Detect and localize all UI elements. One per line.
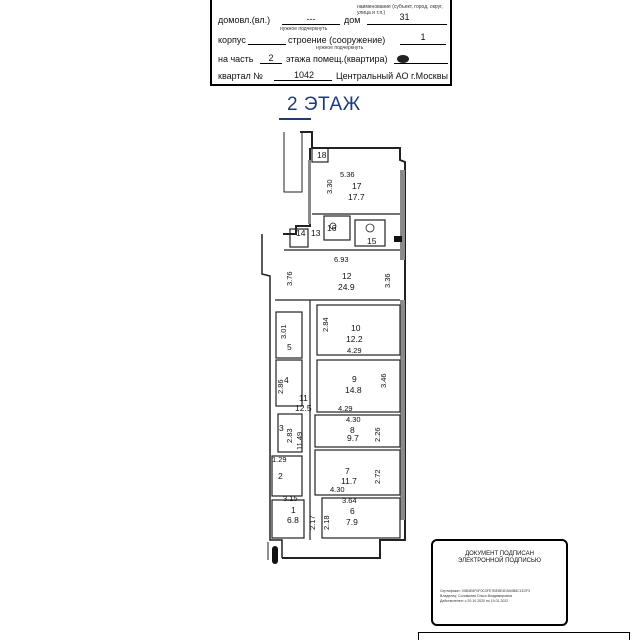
bottom-frame (418, 632, 630, 640)
room-15-number: 15 (367, 236, 377, 246)
dim-272: 2.72 (373, 469, 382, 484)
room-12-number: 12 (342, 271, 352, 281)
room-7-area: 11.7 (341, 476, 357, 486)
room-6-number: 6 (350, 506, 355, 516)
dim-364: 3.64 (342, 496, 357, 505)
dim-129: 1.29 (272, 455, 287, 464)
wall-hatch-2 (400, 300, 405, 520)
dim-286: 2.86 (276, 379, 285, 394)
room-17-number: 17 (352, 181, 362, 191)
signature-owner: Владелец: Соловьева Ольга Владимировна (440, 594, 512, 598)
room-17-area: 17.7 (348, 192, 365, 202)
room-3-number: 3 (279, 423, 284, 433)
dim-1149: 11.49 (295, 431, 304, 450)
room-10-number: 10 (351, 323, 361, 333)
outer-wall-upper-left (283, 148, 310, 234)
left-upper-passage (284, 132, 302, 192)
entrance-mark (272, 546, 278, 564)
stroenie-value: 1 (420, 32, 426, 42)
dim-429b: 4.29 (338, 404, 353, 413)
kvartal-label: квартал № (218, 71, 263, 81)
district-label: Центральный АО г.Москвы (336, 71, 448, 81)
dim-536: 5.36 (340, 170, 355, 179)
dim-336: 3.36 (383, 273, 392, 288)
room-6-outline (322, 498, 400, 538)
korpus-label: корпус (218, 35, 246, 45)
room-7-number: 7 (345, 466, 350, 476)
dim-218: 2.18 (322, 515, 331, 530)
stroenie-label: строение (сооружение) (288, 35, 386, 45)
room-5-number: 5 (287, 342, 292, 352)
dim-430b: 4.30 (330, 485, 345, 494)
dim-315: 3.15 (283, 494, 298, 503)
room-12-area: 24.9 (338, 282, 355, 292)
outer-wall-right (282, 132, 405, 558)
dim-217: 2.17 (308, 515, 317, 530)
hint-top: наименование (субъект, город, округ, улица и т.п.) (357, 4, 443, 16)
room-8-number: 8 (350, 425, 355, 435)
room-1-number: 1 (291, 505, 296, 515)
room-9-number: 9 (352, 374, 357, 384)
sink-fixture (366, 224, 374, 232)
room-2-number: 2 (278, 471, 283, 481)
dim-346: 3.46 (379, 373, 388, 388)
dim-376: 3.76 (285, 271, 294, 286)
signature-title-line1: ДОКУМЕНТ ПОДПИСАН (465, 551, 534, 557)
room-4-number: 4 (284, 375, 289, 385)
signature-title (433, 551, 566, 565)
room-8-area: 9.7 (347, 433, 359, 443)
dom-label: дом (344, 15, 361, 25)
wall-hatch-3 (308, 160, 311, 224)
dim-283: 2.83 (285, 428, 294, 443)
chast-label: на часть (218, 54, 254, 64)
room-16-number: 16 (327, 223, 337, 233)
dim-330: 3.30 (325, 179, 334, 194)
room-10-area: 12.2 (346, 334, 363, 344)
domovl-label: домовл.(вл.) (218, 15, 271, 25)
room-11-area: 12.5 (295, 403, 312, 413)
hint-unneeded-2: нужное подчеркнуть (316, 45, 364, 51)
room-11-number: 11 (299, 393, 308, 403)
dim-429a: 4.29 (347, 346, 362, 355)
room-14-number: 14 (296, 228, 306, 238)
signature-box (431, 539, 568, 626)
signature-details (440, 589, 563, 604)
signature-title-line2: ЭЛЕКТРОННОЙ ПОДПИСЬЮ (458, 558, 541, 564)
signature-cert: Сертификат: 00B4E6F0F0C3FE7BE8E4D9A0B8C1E2F3 (440, 589, 531, 593)
chast-value: 2 (268, 53, 274, 63)
etazha-label: этажа помещ.(квартира) (286, 54, 388, 64)
room-18-number: 18 (317, 150, 327, 160)
domovl-value: --- (306, 14, 316, 24)
dim-430a: 4.30 (346, 415, 361, 424)
hint-unneeded-1: нужное подчеркнуть (280, 26, 328, 32)
room-13-number: 13 (311, 228, 321, 238)
dim-301: 3.01 (279, 324, 288, 339)
dim-693: 6.93 (334, 255, 349, 264)
signature-valid: Действителен: с 20.10.2020 по 19.01.2022 (440, 599, 509, 603)
room-7-outline (315, 450, 400, 495)
riser-mark (394, 236, 402, 242)
dim-284: 2.84 (321, 317, 330, 332)
room-6-area: 7.9 (346, 517, 358, 527)
dom-value: 31 (399, 12, 410, 22)
kvartal-value: 1042 (293, 70, 315, 80)
room-1-area: 6.8 (287, 515, 299, 525)
dim-226: 2.26 (373, 427, 382, 442)
floor-title: 2 ЭТАЖ (287, 94, 361, 115)
wall-hatch-1 (400, 170, 405, 260)
room-9-area: 14.8 (345, 385, 362, 395)
